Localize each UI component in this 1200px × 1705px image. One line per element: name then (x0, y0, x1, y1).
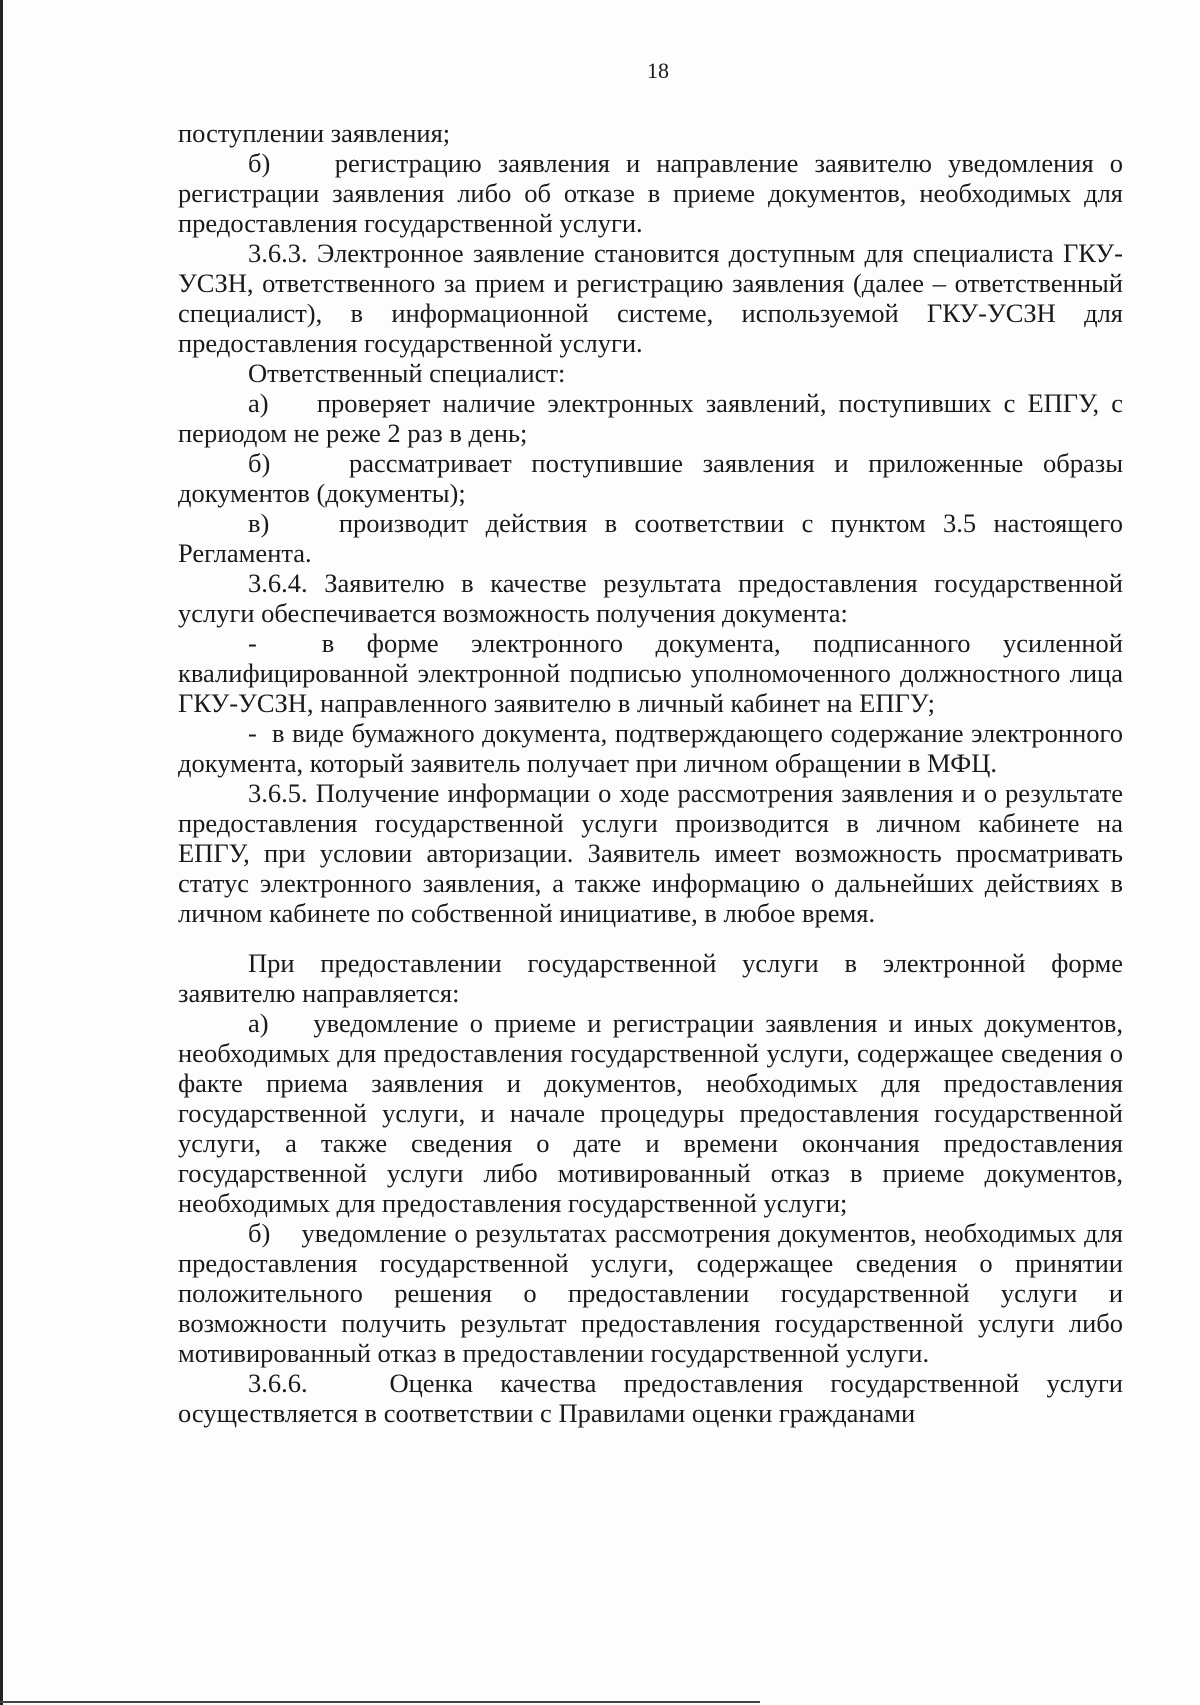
paragraph-responsible-specialist: Ответственный специалист: (248, 358, 566, 388)
paragraph-item-v-actions: в) производит действия в соответствии с пунктом 3.5 настоящего Регламента. (178, 508, 1123, 568)
page-number: 18 (647, 58, 669, 83)
paragraph-3-6-3: 3.6.3. Электронное заявление становится доступным для специалиста ГКУ-УСЗН, ответственного за прием и регистрацию заявления (далее – ответственный специалист), в информационной системе, используемой ГКУ-УСЗН для предоставления государственной услуги. (178, 238, 1123, 358)
paragraph-item-b-results: б) уведомление о результатах рассмотрения документов, необходимых для предоставления государственной услуги, содержащее сведения о принятии положительного решения о предоставлении государственной услуги и возможности получить результат предоставления государственной услуги либо мотивированный отказ в предоставлении государственной услуги. (178, 1218, 1123, 1368)
paragraph-3-6-6: 3.6.6. Оценка качества предоставления государственной услуги осуществляется в соответствии с Правилами оценки гражданами (178, 1368, 1123, 1428)
paragraph-item-a-check: а) проверяет наличие электронных заявлений, поступивших с ЕПГУ, с периодом не реже 2 раз в день; (178, 388, 1123, 448)
paragraph-item-a-notification: а) уведомление о приеме и регистрации заявления и иных документов, необходимых для предоставления государственной услуги, содержащее сведения о факте приема заявления и документов, необходимых для предоставления государственной услуги, и начале процедуры предоставления государственной услуги, а также сведения о дате и времени окончания предоставления государственной услуги либо мотивированный отказ в приеме документов, необходимых для предоставления государственной услуги; (178, 1008, 1123, 1218)
paragraph-item-b-registration: б) регистрацию заявления и направление заявителю уведомления о регистрации заявления либо об отказе в приеме документов, необходимых для предоставления государственной услуги. (178, 148, 1123, 238)
paragraph-3-6-4: 3.6.4. Заявителю в качестве результата предоставления государственной услуги обеспечивается возможность получения документа: (178, 568, 1123, 628)
paragraph-dash-electronic-document: - в форме электронного документа, подписанного усиленной квалифицированной электронной подписью уполномоченного должностного лица ГКУ-УСЗН, направленного заявителю в личный кабинет на ЕПГУ; (178, 628, 1123, 718)
scan-left-edge (0, 0, 3, 1705)
paragraph-continuation: поступлении заявления; (178, 118, 451, 148)
document-body (178, 118, 1123, 1428)
scan-bottom-edge (0, 1701, 760, 1703)
paragraph-electronic-form-notice: При предоставлении государственной услуги в электронной форме заявителю направляется: (178, 948, 1123, 1008)
paragraph-dash-paper-document: - в виде бумажного документа, подтверждающего содержание электронного документа, который заявитель получает при личном обращении в МФЦ. (178, 718, 1123, 778)
paragraph-item-b-review: б) рассматривает поступившие заявления и приложенные образы документов (документы); (178, 448, 1123, 508)
paragraph-3-6-5: 3.6.5. Получение информации о ходе рассмотрения заявления и о результате предоставления государственной услуги производится в личном кабинете на ЕПГУ, при условии авторизации. Заявитель имеет возможность просматривать статус электронного заявления, а также информацию о дальнейших действиях в личном кабинете по собственной инициативе, в любое время. (178, 778, 1123, 928)
